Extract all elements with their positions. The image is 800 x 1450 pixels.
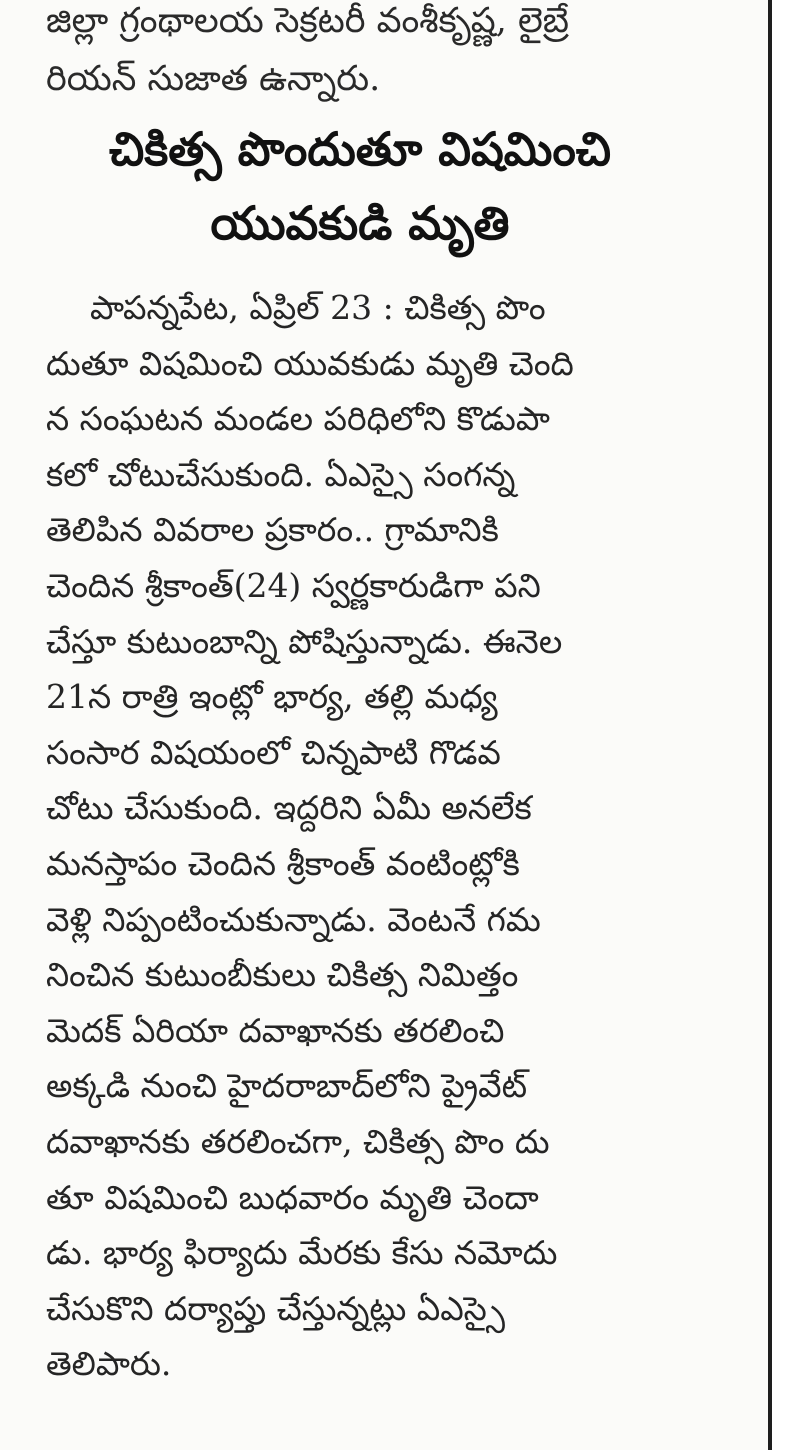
- article-line: డు. భార్య ఫిర్యాదు మేరకు కేసు నమోదు: [46, 1233, 558, 1273]
- headline-line-1: చికిత్స పొందుతూ విషమించి: [108, 122, 612, 176]
- article-line-dateline: పాపన్నపేట, ఏప్రిల్ 23 : చికిత్స పొం: [90, 288, 546, 327]
- article-line: చేసుకొని దర్యాప్తు చేస్తున్నట్లు ఏఎస్సై: [46, 1288, 505, 1328]
- article-body: [46, 280, 666, 1392]
- article-line: దుతూ విషమించి యువకుడు మృతి చెంది: [46, 343, 574, 383]
- page-margin: [772, 0, 800, 1450]
- article-line: దవాఖానకు తరలించగా, చికిత్స పొం దు: [46, 1121, 550, 1161]
- article-line: తెలిపిన వివరాల ప్రకారం.. గ్రామానికి: [46, 510, 499, 550]
- previous-article-tail: [46, 0, 664, 108]
- article-line: తూ విషమించి బుధవారం మృతి చెందా: [46, 1177, 539, 1217]
- article-line: మనస్తాపం చెందిన శ్రీకాంత్ వంటింట్లోకి: [46, 843, 520, 883]
- article-line: చేస్తూ కుటుంబాన్ని పోషిస్తున్నాడు. ఈనెల: [46, 621, 563, 661]
- previous-article-line: రియన్ సుజాత ఉన్నారు.: [46, 59, 381, 99]
- article-line-last: తెలిపారు.: [46, 1344, 172, 1384]
- article-line: నించిన కుటుంబీకులు చికిత్స నిమిత్తం: [46, 955, 519, 995]
- previous-article-line: జిల్లా గ్రంథాలయ సెక్రటరీ వంశీకృష్ణ, లైబ్రే: [46, 1, 570, 41]
- article-line: కలో చోటుచేసుకుంది. ఏఎస్సై సంగన్న: [46, 454, 516, 494]
- article-line: సంసార విషయంలో చిన్నపాటి గొడవ: [46, 732, 501, 772]
- headline-line-2: యువకుడి మృతి: [210, 196, 510, 250]
- article-headline: [40, 112, 680, 260]
- article-line: అక్కడి నుంచి హైదరాబాద్‌లోని ప్రైవేట్: [46, 1066, 528, 1106]
- article-line: వెళ్లి నిప్పంటించుకున్నాడు. వెంటనే గమ: [46, 899, 541, 939]
- article-line: న సంఘటన మండల పరిధిలోని కొడుపా: [46, 399, 550, 439]
- article-line: మెదక్ ఏరియా దవాఖానకు తరలించి: [46, 1010, 505, 1050]
- article-line: చోటు చేసుకుంది. ఇద్దరిని ఏమీ అనలేక: [46, 788, 532, 828]
- article-line: 21న రాత్రి ఇంట్లో భార్య, తల్లి మధ్య: [46, 677, 498, 717]
- article-line: చెందిన శ్రీకాంత్(24) స్వర్ణకారుడిగా పని: [46, 565, 541, 605]
